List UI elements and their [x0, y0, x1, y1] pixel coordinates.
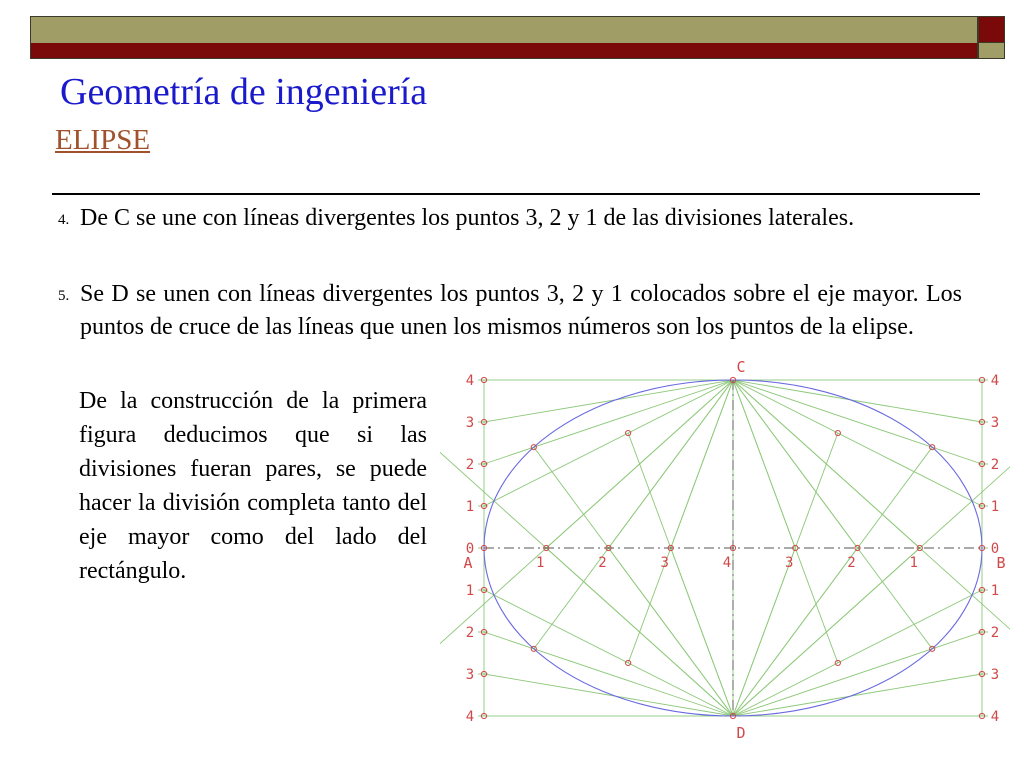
- side-label-left: 2: [465, 625, 475, 641]
- construction-line: [733, 632, 982, 716]
- fan-line: [733, 380, 920, 548]
- side-label-right: 0: [990, 541, 1000, 557]
- axis-label: 4: [722, 555, 732, 571]
- fan-line: [609, 380, 734, 548]
- header-bar-red: [30, 43, 978, 59]
- step-text: De C se une con líneas divergentes los puntos 3, 2 y 1 de las divisiones laterales.: [80, 205, 855, 231]
- axis-label: 2: [598, 555, 607, 571]
- side-label-left: 2: [465, 457, 475, 473]
- step-item-4: [58, 202, 962, 235]
- fan-line: [733, 380, 858, 548]
- axis-label: 3: [660, 555, 669, 571]
- side-label-left: 0: [465, 541, 475, 557]
- header-bar-olive: [30, 16, 978, 43]
- fan-line: [546, 548, 733, 716]
- vertex-label-a: A: [463, 554, 473, 572]
- fan-line: [733, 548, 920, 716]
- side-label-left: 1: [465, 583, 475, 599]
- side-label-left: 4: [465, 709, 475, 725]
- side-label-left: 3: [465, 667, 475, 683]
- side-label-left: 3: [465, 415, 475, 431]
- construction-line: [484, 380, 733, 464]
- construction-line: [484, 632, 733, 716]
- page-title: Geometría de ingeniería: [60, 71, 428, 113]
- construction-line: [733, 380, 982, 506]
- fan-line: [733, 380, 795, 548]
- fan-line: [733, 548, 858, 716]
- construction-line: [484, 380, 733, 506]
- step-number: 4.: [58, 212, 70, 228]
- axis-label: 1: [536, 555, 545, 571]
- side-label-right: 1: [990, 583, 1000, 599]
- fan-line: [671, 380, 733, 548]
- side-label-right: 3: [990, 667, 1000, 683]
- axis-label: 2: [847, 555, 856, 571]
- side-label-right: 4: [990, 373, 1000, 389]
- header-square-red: [978, 16, 1005, 43]
- ellipse-construction-figure: [440, 355, 1010, 755]
- fan-line: [609, 548, 734, 716]
- side-label-right: 4: [990, 709, 1000, 725]
- axis-label: 3: [785, 555, 794, 571]
- fan-line: [671, 548, 733, 716]
- side-label-right: 2: [990, 457, 1000, 473]
- header-square-olive: [978, 43, 1005, 59]
- step-number: 5.: [58, 288, 70, 304]
- fan-line: [546, 380, 733, 548]
- construction-line: [733, 590, 982, 716]
- construction-line: [733, 380, 1010, 663]
- title-divider: [52, 193, 980, 195]
- vertex-label-b: B: [996, 554, 1006, 572]
- axis-label: 1: [909, 555, 918, 571]
- step-text: Se D se unen con líneas divergentes los puntos 3, 2 y 1 colocados sobre el eje mayor. Los puntos de cruce de las líneas que unen los mismos números son los puntos de la elipse.: [80, 281, 962, 340]
- side-label-right: 1: [990, 499, 1000, 515]
- vertex-label-d: D: [736, 724, 746, 742]
- side-label-left: 1: [465, 499, 475, 515]
- step-item-5: [58, 278, 962, 344]
- side-label-right: 3: [990, 415, 1000, 431]
- subtitle-link[interactable]: ELIPSE: [55, 124, 151, 156]
- construction-line: [484, 380, 733, 422]
- construction-line: [733, 674, 982, 716]
- side-label-left: 4: [465, 373, 475, 389]
- construction-line: [484, 674, 733, 716]
- side-label-right: 2: [990, 625, 1000, 641]
- vertex-label-c: C: [736, 358, 746, 376]
- construction-line: [733, 380, 982, 422]
- conclusion-paragraph: De la construcción de la primera figura deducimos que si las divisiones fueran pares, se puede hacer la división completa tanto del eje mayor como del lado del rectángulo.: [79, 388, 427, 584]
- fan-line: [733, 548, 795, 716]
- construction-line: [733, 433, 1010, 716]
- construction-line: [733, 380, 982, 464]
- construction-line: [484, 590, 733, 716]
